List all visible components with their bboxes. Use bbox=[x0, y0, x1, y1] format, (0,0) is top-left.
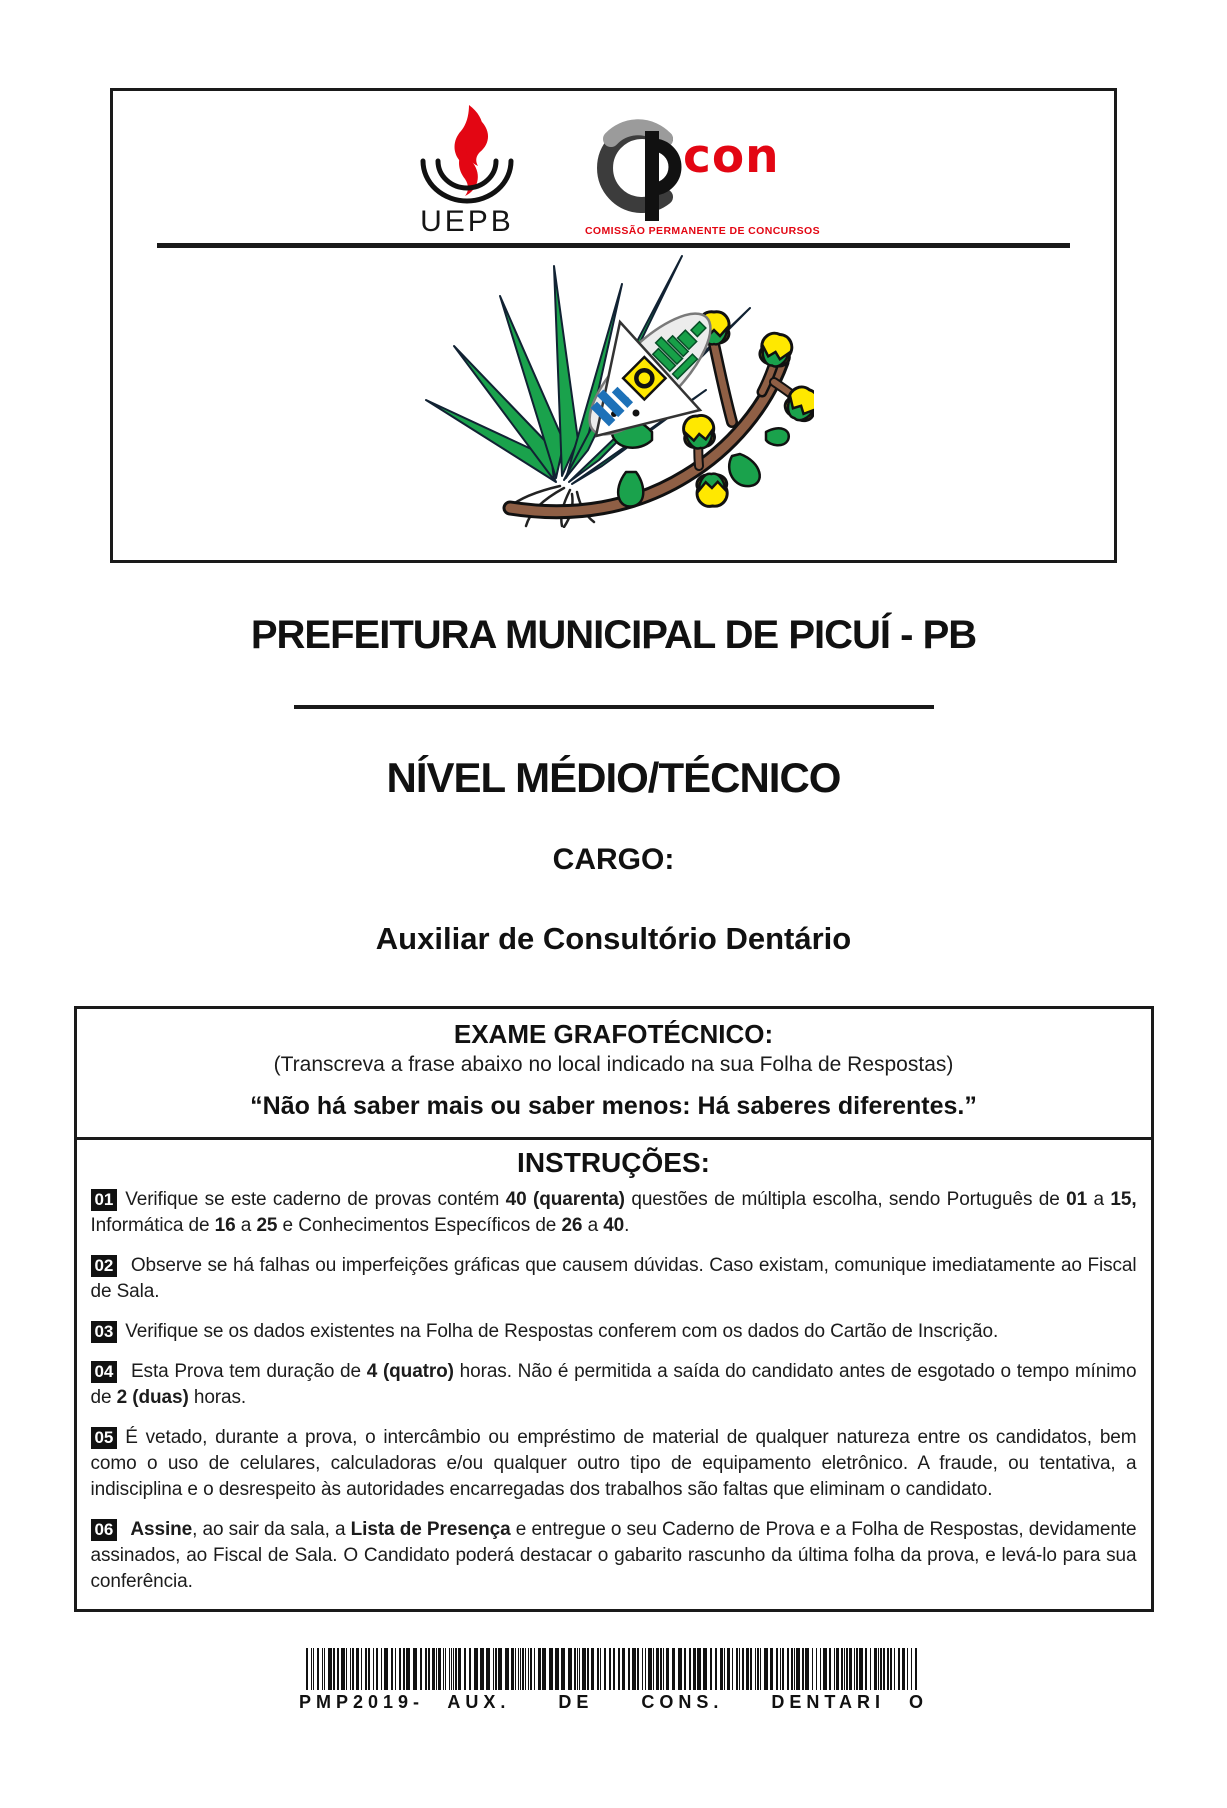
instructions-title: INSTRUÇÕES: bbox=[517, 1147, 710, 1179]
logos-row bbox=[113, 91, 1114, 237]
level-title: NÍVEL MÉDIO/TÉCNICO bbox=[386, 754, 841, 801]
barcode-svg bbox=[304, 1648, 924, 1690]
cargo-value: Auxiliar de Consultório Dentário bbox=[375, 921, 852, 957]
header-box bbox=[110, 88, 1117, 563]
grafotecnico-instruction: (Transcreva a frase abaixo no local indicado na sua Folha de Respostas) bbox=[273, 1053, 954, 1077]
instruction-item bbox=[91, 1425, 1137, 1503]
footer bbox=[0, 1648, 1227, 1713]
exam-cover-page bbox=[0, 88, 1227, 1808]
instruction-item bbox=[91, 1359, 1137, 1411]
instruction-item bbox=[91, 1253, 1137, 1305]
barcode-label: PMP2019- AUX. DE CONS. DENTARI O bbox=[298, 1692, 929, 1713]
grafotecnico-title: EXAME GRAFOTÉCNICO: bbox=[453, 1019, 774, 1050]
title-divider bbox=[294, 705, 934, 709]
instruction-item bbox=[91, 1517, 1137, 1595]
instruction-number: 04 bbox=[91, 1361, 118, 1383]
instruction-number: 02 bbox=[91, 1255, 118, 1277]
grafotecnico-phrase: “Não há saber mais ou saber menos: Há saberes diferentes.” bbox=[250, 1092, 977, 1121]
instruction-number: 06 bbox=[91, 1519, 118, 1541]
instruction-item bbox=[91, 1319, 1137, 1345]
instruction-number: 03 bbox=[91, 1321, 118, 1343]
instruction-text: Esta Prova tem duração de 4 (quatro) horas. Não é permitida a saída do candidato antes de esgotado o tempo mínimo de 2 (duas) horas. bbox=[90, 1361, 1137, 1409]
uepb-wordmark: UEPB bbox=[420, 205, 514, 238]
instructions-box bbox=[74, 1137, 1154, 1612]
cargo-label: CARGO: bbox=[552, 843, 675, 877]
cpcon-wordmark: con bbox=[682, 129, 780, 184]
uepb-flame-icon bbox=[415, 105, 519, 207]
instruction-number: 05 bbox=[91, 1427, 118, 1449]
cpcon-cp-glyph-icon bbox=[585, 117, 687, 221]
header-divider bbox=[157, 243, 1070, 248]
instruction-text: Observe se há falhas ou imperfeições gráficas que causem dúvidas. Caso existam, comunique imediatamente ao Fiscal de Sala. bbox=[90, 1255, 1137, 1303]
instruction-text: Verifique se os dados existentes na Folha de Respostas conferem com os dados do Cartão de Inscrição. bbox=[125, 1321, 999, 1343]
instruction-text: Assine, ao sair da sala, a Lista de Presença e entregue o seu Caderno de Prova e a Folha de Respostas, devidamente assinados, ao Fiscal de Sala. O Candidato poderá destacar o gabarito rascunho da última folha da prova, e levá-lo para sua conferência. bbox=[90, 1519, 1137, 1593]
page-title: PREFEITURA MUNICIPAL DE PICUÍ - PB bbox=[250, 613, 977, 657]
instruction-text: Verifique se este caderno de provas contém 40 (quarenta) questões de múltipla escolha, sendo Português de 01 a 15, Informática de 16 a 25 e Conhecimentos Específicos de 26 a 40. bbox=[90, 1189, 1137, 1237]
cpcon-subtitle: COMISSÃO PERMANENTE DE CONCURSOS bbox=[584, 225, 821, 237]
grafotecnico-box bbox=[74, 1006, 1154, 1137]
uepb-logo bbox=[407, 105, 527, 239]
instructions-list bbox=[91, 1187, 1137, 1595]
instruction-item bbox=[91, 1187, 1137, 1239]
instruction-text: É vetado, durante a prova, o intercâmbio ou empréstimo de material de qualquer natureza entre os candidatos, bem como o uso de celulares, calculadoras e/ou qualquer outro tipo de equipamento eletrônico. A fraude, ou tentativa, a indisciplina e o desrespeito às autoridades encarregadas dos trabalhos são faltas que eliminam o candidato. bbox=[90, 1427, 1137, 1501]
emblem-illustration bbox=[414, 250, 814, 528]
cpcon-logo bbox=[585, 105, 820, 237]
instruction-number: 01 bbox=[91, 1189, 118, 1211]
cpcon-row bbox=[585, 117, 780, 221]
